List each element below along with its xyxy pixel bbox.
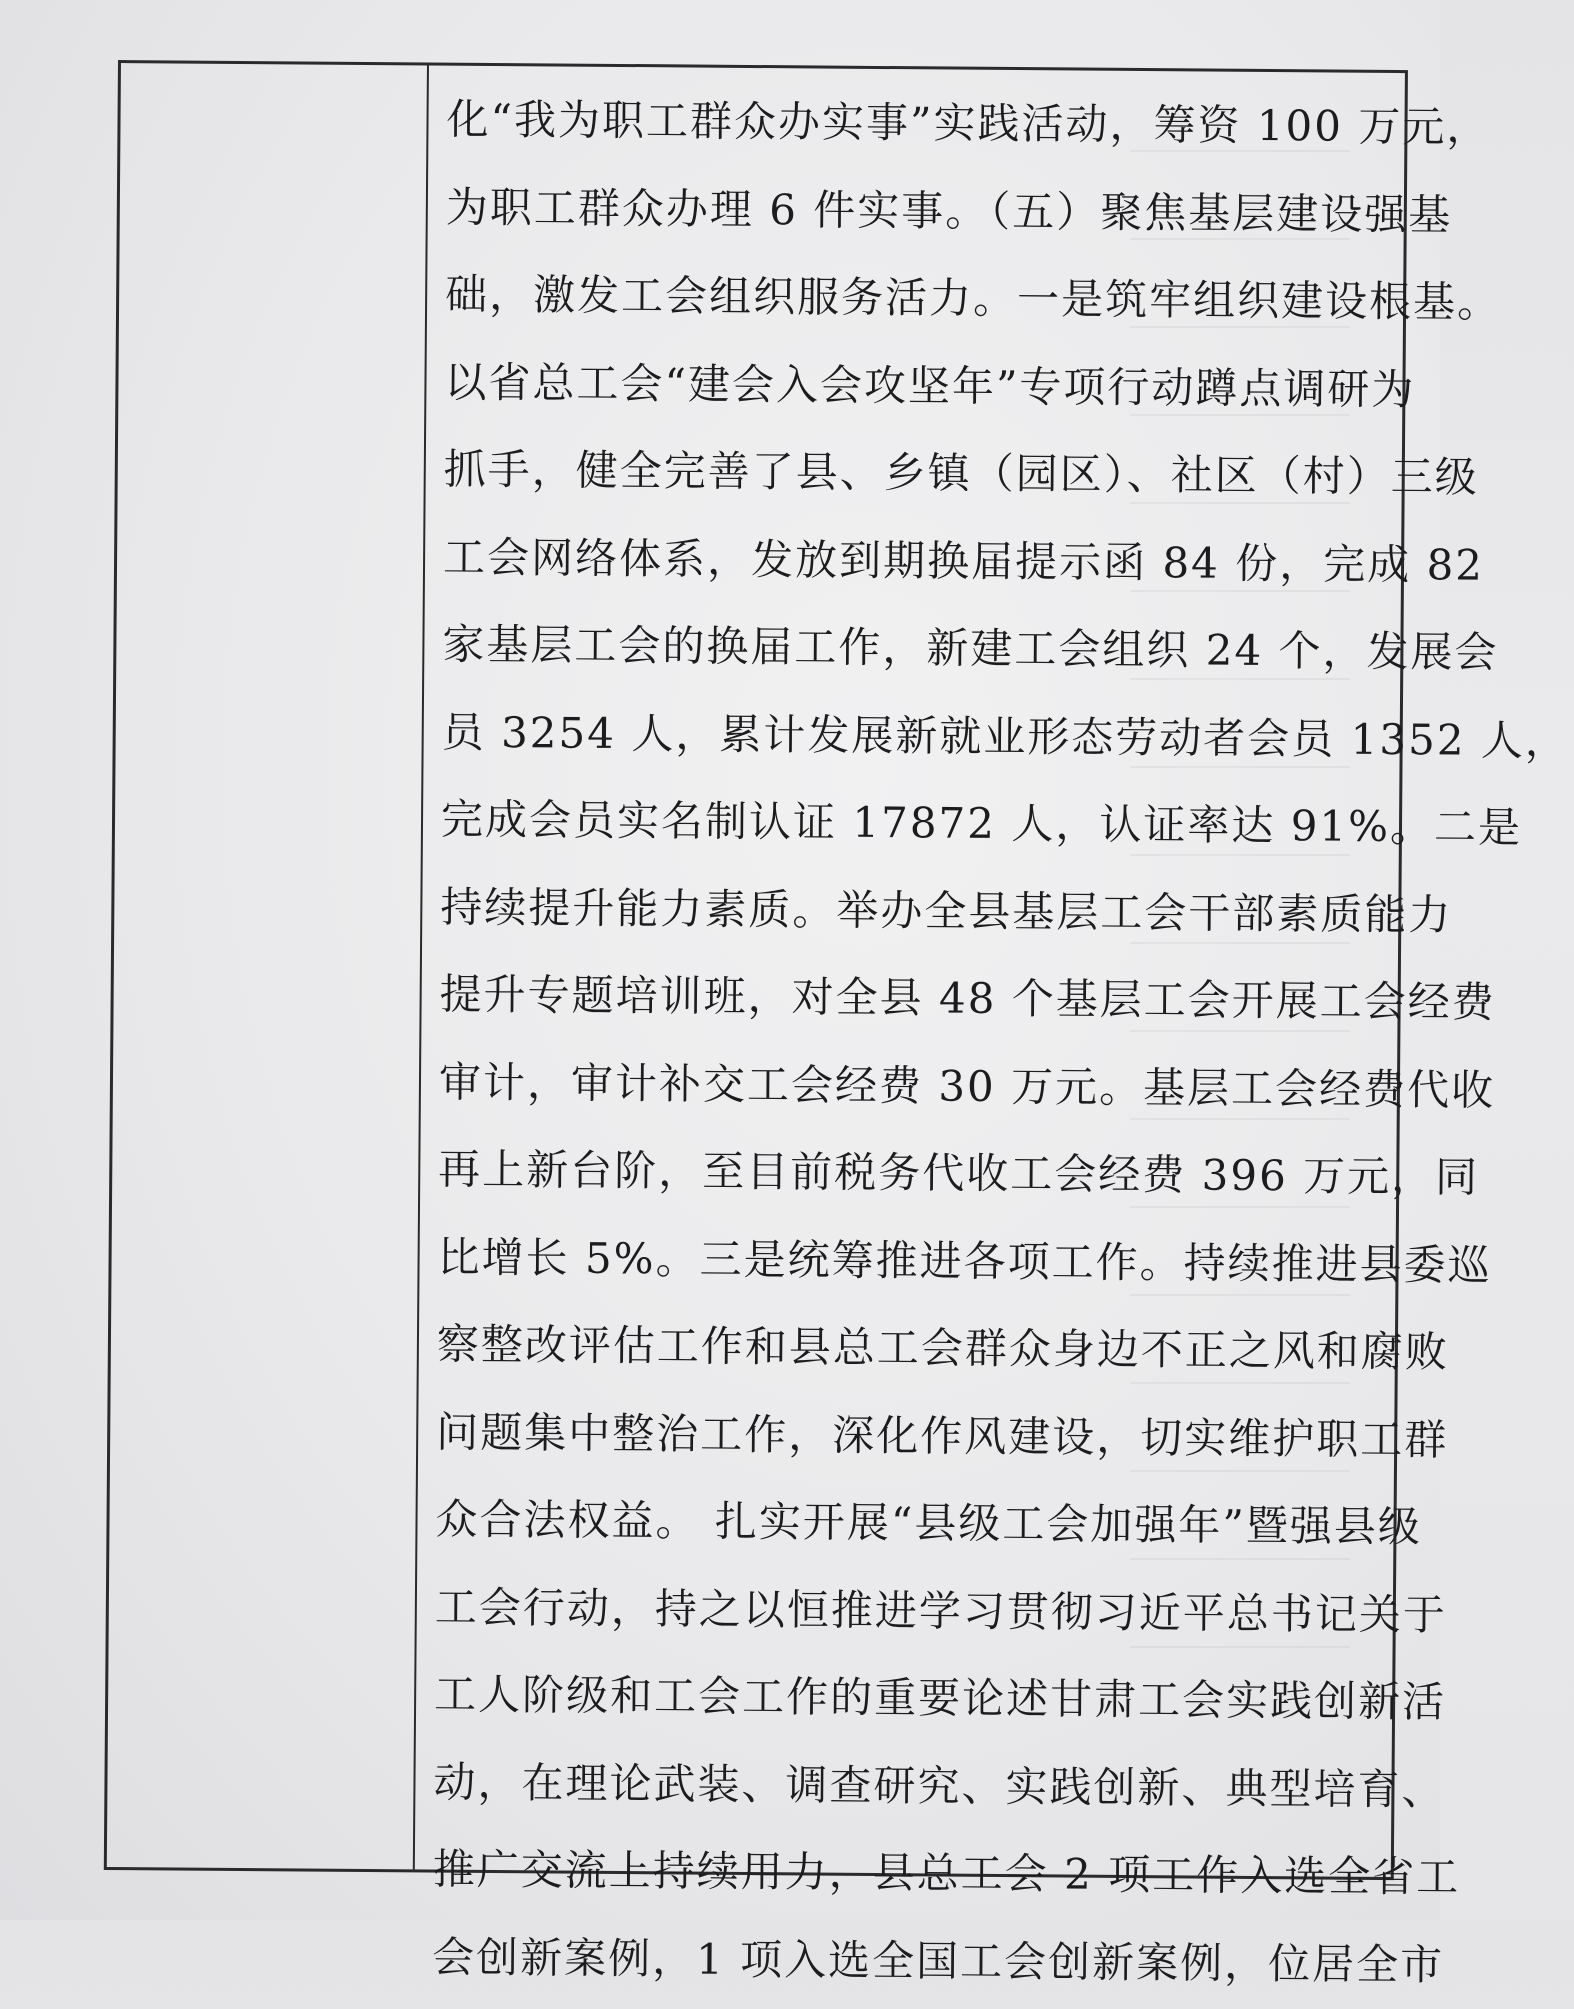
text-line-11: 提升专题培训班，对全县 48 个基层工会开展工会经费: [439, 969, 1496, 1027]
text-line-18: 工会行动，持之以恒推进学习贯彻习近平总书记关于: [434, 1582, 1448, 1639]
text-line-10: 持续提升能力素质。举办全县基层工会干部素质能力: [440, 882, 1453, 940]
text-line-8: 员 3254 人，累计发展新就业形态劳动者会员 1352 人，: [441, 707, 1570, 765]
text-line-3: 础，激发工会组织服务活力。一是筑牢组织建设根基。: [444, 269, 1502, 327]
text-line-19: 工人阶级和工会工作的重要论述甘肃工会实践创新活: [433, 1669, 1447, 1727]
text-line-17: 众合法权益。 扎实开展“县级工会加强年”暨强县级: [435, 1494, 1423, 1552]
text-line-12: 审计，审计补交工会经费 30 万元。基层工会经费代收: [438, 1057, 1496, 1115]
text-line-14: 比增长 5%。三是统筹推进各项工作。持续推进县委巡: [437, 1232, 1492, 1290]
text-line-20: 动，在理论武装、调查研究、实践创新、典型培育、: [433, 1757, 1446, 1814]
text-line-7: 家基层工会的换届工作，新建工会组织 24 个，发展会: [442, 619, 1499, 677]
text-line-4: 以省总工会“建会入会攻坚年”专项行动蹲点调研为: [444, 357, 1416, 414]
text-line-6: 工会网络体系，发放到期换届提示函 84 份，完成 82: [442, 532, 1485, 590]
text-line-16: 问题集中整治工作，深化作风建设，切实维护职工群: [436, 1407, 1449, 1464]
table-frame: [104, 60, 1570, 1989]
content-column-cell: [417, 65, 1570, 1989]
text-line-15: 察整改评估工作和县总工会群众身边不正之风和腐败: [436, 1319, 1450, 1377]
text-line-5: 抓手，健全完善了县、乡镇（园区）、社区（村）三级: [443, 444, 1479, 502]
text-line-9: 完成会员实名制认证 17872 人，认证率达 91%。二是: [440, 794, 1523, 853]
left-column-cell: [107, 63, 429, 1869]
text-line-1: 化“我为职工群众办实事”实践活动，筹资 100 万元，: [446, 94, 1491, 152]
text-line-2: 为职工群众办理 6 件实事。（五）聚焦基层建设强基: [445, 182, 1453, 239]
text-line-22: 会创新案例，1 项入选全国工会创新案例，位居全市: [431, 1932, 1445, 1989]
text-line-13: 再上新台阶，至目前税务代收工会经费 396 万元，同: [438, 1144, 1480, 1202]
text-line-21: 推广交流上持续用力，县总工会 2 项工作入选全省工: [432, 1844, 1461, 1902]
